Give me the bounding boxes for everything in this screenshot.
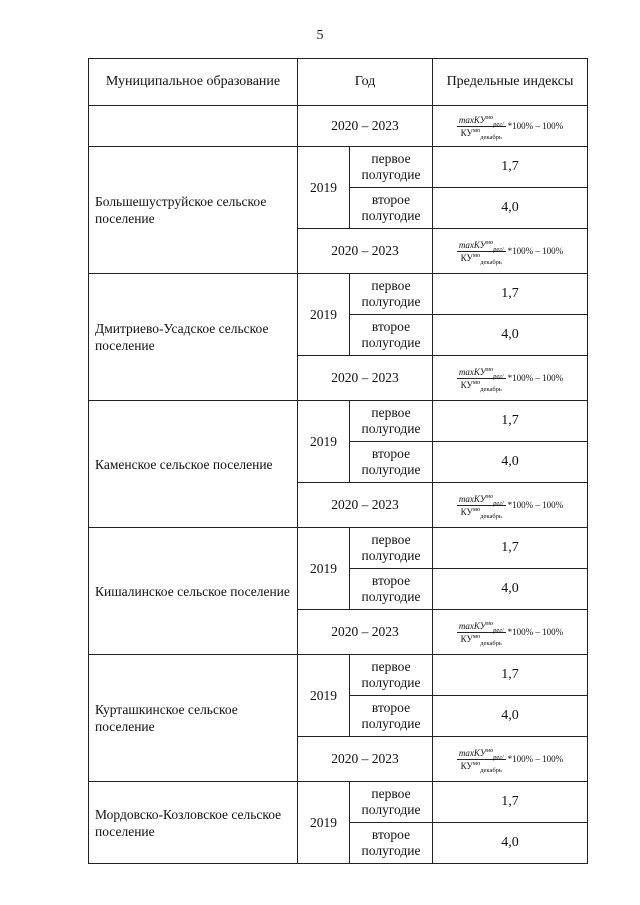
year-cell: 2019 — [298, 401, 350, 483]
year-cell: 2019 — [298, 528, 350, 610]
year-cell: 2019 — [298, 274, 350, 356]
year-range: 2020 – 2023 — [298, 229, 433, 274]
formula-cell — [433, 106, 588, 147]
index-value: 1,7 — [433, 401, 588, 442]
year-range: 2020 – 2023 — [298, 610, 433, 655]
half-year-label: первое полугодие — [350, 147, 433, 188]
header-municipality: Муниципальное образование — [89, 59, 298, 106]
index-value: 1,7 — [433, 274, 588, 315]
index-formula: $\frac{\max КУ^{мо}_{рег/}}{КУ^{мо}_{декабрь}}$ *100% – 100% — [458, 365, 564, 393]
index-value: 4,0 — [433, 315, 588, 356]
table-row — [89, 528, 588, 569]
year-range: 2020 – 2023 — [298, 356, 433, 401]
index-formula: $\frac{\max КУ^{мо}_{рег/}}{КУ^{мо}_{декабрь}}$ *100% – 100% — [458, 113, 564, 141]
index-value: 1,7 — [433, 782, 588, 823]
formula-cell — [433, 737, 588, 782]
header-row — [89, 59, 588, 106]
index-value: 4,0 — [433, 696, 588, 737]
municipality-name: Кишалинское сельское поселение — [89, 528, 298, 655]
year-range: 2020 – 2023 — [298, 483, 433, 528]
index-value: 4,0 — [433, 823, 588, 864]
formula-cell — [433, 483, 588, 528]
formula-cell — [433, 610, 588, 655]
index-value: 1,7 — [433, 147, 588, 188]
year-cell: 2019 — [298, 655, 350, 737]
municipality-name: Большешуструйское сельское поселение — [89, 147, 298, 274]
half-year-label: второе полугодие — [350, 442, 433, 483]
half-year-label: второе полугодие — [350, 569, 433, 610]
index-value: 1,7 — [433, 528, 588, 569]
formula-cell — [433, 229, 588, 274]
index-value: 4,0 — [433, 442, 588, 483]
municipality-name: Мордовско-Козловское сельское поселение — [89, 782, 298, 864]
index-value: 4,0 — [433, 188, 588, 229]
year-range: 2020 – 2023 — [298, 106, 433, 147]
municipality-name: Курташкинское сельское поселение — [89, 655, 298, 782]
limit-indices-table — [88, 58, 588, 864]
half-year-label: второе полугодие — [350, 696, 433, 737]
index-value: 1,7 — [433, 655, 588, 696]
index-formula: $\frac{\max КУ^{мо}_{рег/}}{КУ^{мо}_{декабрь}}$ *100% – 100% — [458, 619, 564, 647]
half-year-label: первое полугодие — [350, 401, 433, 442]
half-year-label: второе полугодие — [350, 823, 433, 864]
index-formula: $\frac{\max КУ^{мо}_{рег/}}{КУ^{мо}_{декабрь}}$ *100% – 100% — [458, 492, 564, 520]
year-cell: 2019 — [298, 782, 350, 864]
half-year-label: второе полугодие — [350, 315, 433, 356]
header-indices: Предельные индексы — [433, 59, 588, 106]
year-range: 2020 – 2023 — [298, 737, 433, 782]
index-value: 4,0 — [433, 569, 588, 610]
half-year-label: первое полугодие — [350, 655, 433, 696]
table-row — [89, 106, 588, 147]
table-row — [89, 401, 588, 442]
table-row — [89, 147, 588, 188]
half-year-label: первое полугодие — [350, 782, 433, 823]
year-cell: 2019 — [298, 147, 350, 229]
formula-cell — [433, 356, 588, 401]
index-formula: $\frac{\max КУ^{мо}_{рег/}}{КУ^{мо}_{декабрь}}$ *100% – 100% — [458, 238, 564, 266]
index-formula: $\frac{\max КУ^{мо}_{рег/}}{КУ^{мо}_{декабрь}}$ *100% – 100% — [458, 746, 564, 774]
half-year-label: первое полугодие — [350, 274, 433, 315]
page-number: 5 — [316, 28, 324, 43]
municipality-name: Каменское сельское поселение — [89, 401, 298, 528]
table-row — [89, 274, 588, 315]
table-row — [89, 655, 588, 696]
header-year: Год — [298, 59, 433, 106]
half-year-label: первое полугодие — [350, 528, 433, 569]
table-body — [89, 106, 588, 864]
empty-cell — [89, 106, 298, 147]
municipality-name: Дмитриево-Усадское сельское поселение — [89, 274, 298, 401]
table-row — [89, 782, 588, 823]
half-year-label: второе полугодие — [350, 188, 433, 229]
